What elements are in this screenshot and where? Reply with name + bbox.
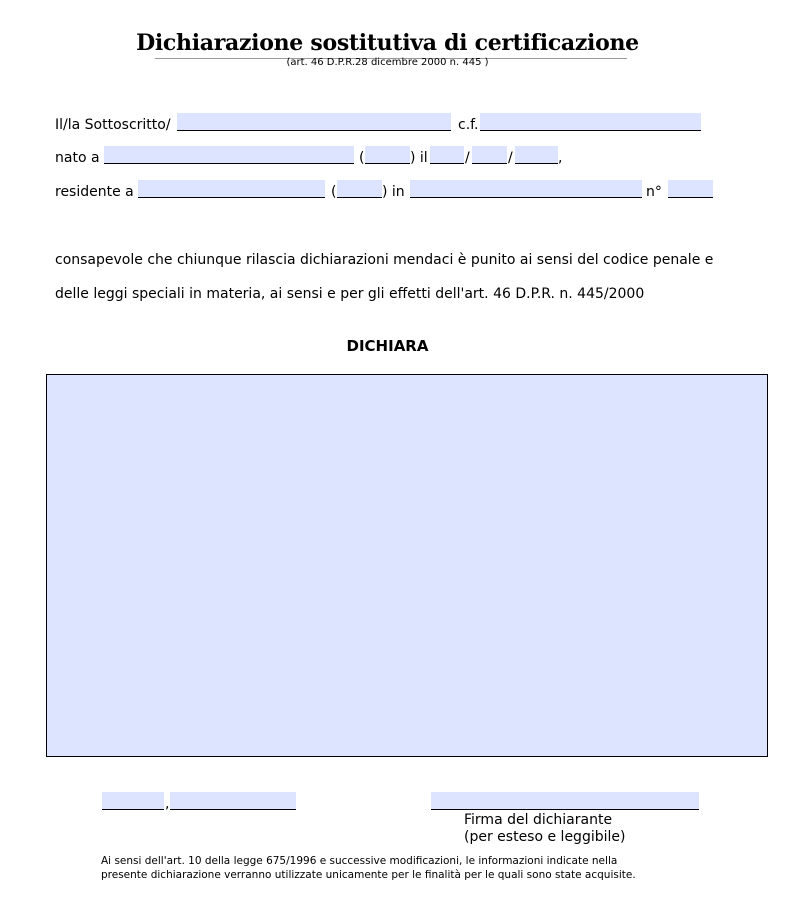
declaration-text-line2: delle leggi speciali in materia, ai sensi e per gli effetti dell'art. 46 D.P.R. n. 445/2000 (55, 286, 645, 302)
place-field[interactable] (102, 792, 164, 810)
birthplace-field[interactable] (104, 146, 354, 164)
privacy-note-line1: Ai sensi dell'art. 10 della legge 675/1996 e successive modificazioni, le informazioni indicate nella (101, 855, 618, 867)
cf-label: c.f. (458, 117, 479, 133)
street-number-label: n° (646, 184, 662, 200)
codice-fiscale-field[interactable] (480, 113, 701, 131)
declaration-text-line1: consapevole che chiunque rilascia dichiarazioni mendaci è punito ai sensi del codice penale e (55, 252, 714, 268)
date-separator-2: / (508, 150, 513, 166)
in-label: ) in (382, 184, 405, 200)
declaration-content-textarea[interactable] (46, 374, 768, 757)
residence-city-field[interactable] (138, 180, 325, 198)
document-title: Dichiarazione sostitutiva di certificazione (136, 30, 639, 56)
street-number-field[interactable] (668, 180, 713, 198)
birth-month-field[interactable] (472, 146, 507, 164)
signature-field[interactable] (431, 792, 699, 810)
residence-province-open-paren: ( (331, 184, 337, 200)
privacy-note (101, 854, 636, 882)
dichiara-heading: DICHIARA (346, 337, 429, 355)
residente-label: residente a (55, 184, 134, 200)
signature-label: Firma del dichiarante (464, 812, 613, 828)
sottoscritto-name-field[interactable] (177, 113, 451, 131)
document-subtitle: (art. 46 D.P.R.28 dicembre 2000 n. 445 ) (286, 57, 489, 68)
il-label: ) il (410, 150, 428, 166)
nato-label: nato a (55, 150, 100, 166)
birth-province-open-paren: ( (359, 150, 365, 166)
residence-street-field[interactable] (410, 180, 642, 198)
signature-note: (per esteso e leggibile) (464, 829, 626, 845)
date-separator-1: / (465, 150, 470, 166)
birth-year-field[interactable] (515, 146, 558, 164)
date-field[interactable] (170, 792, 296, 810)
residence-province-field[interactable] (337, 180, 382, 198)
privacy-note-line2: presente dichiarazione verranno utilizzate unicamente per le finalità per le quali sono state acquisite. (101, 869, 636, 881)
sottoscritto-label: Il/la Sottoscritto/ (55, 117, 171, 133)
birth-date-comma: , (558, 150, 563, 166)
birth-day-field[interactable] (430, 146, 464, 164)
place-date-comma: , (165, 796, 170, 812)
birth-province-field[interactable] (365, 146, 410, 164)
